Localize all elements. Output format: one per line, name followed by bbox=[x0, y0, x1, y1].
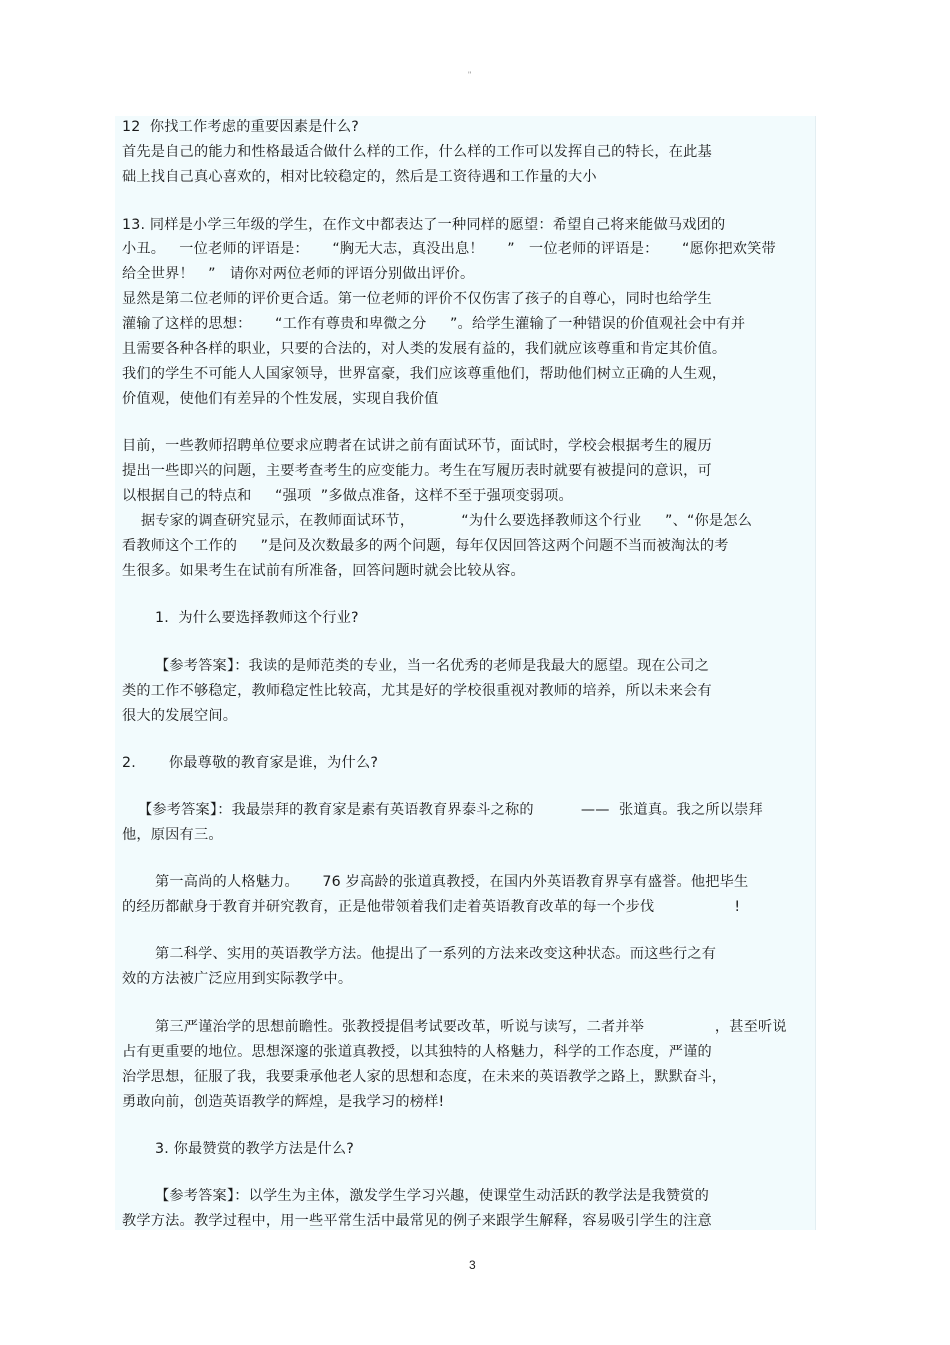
answer-13-line-3: 且需要各种各样的职业，只要的合法的，对人类的发展有益的，我们就应该尊重和肯定其价值。 bbox=[122, 341, 727, 357]
answer-13-line-2: 灌输了这样的思想： “工作有尊贵和卑微之分 ”。给学生灌输了一种错误的价值观社会中有并 bbox=[122, 316, 746, 332]
item-2-answer-line-2: 他，原因有三。 bbox=[122, 827, 223, 843]
reason-1-line-1: 第一高尚的人格魅力。 76 岁高龄的张道真教授，在国内外英语教育界享有盛誉。他把毕生 bbox=[155, 874, 749, 890]
intro-line-1: 目前，一些教师招聘单位要求应聘者在试讲之前有面试环节，面试时，学校会根据考生的履历 bbox=[122, 438, 712, 454]
item-3-answer-line-1: 【参考答案】：以学生为主体，激发学生学习兴趣，使课堂生动活跃的教学法是我赞赏的 bbox=[155, 1188, 710, 1204]
item-3-answer-line-2: 教学方法。教学过程中，用一些平常生活中最常见的例子来跟学生解释，容易吸引学生的注意 bbox=[122, 1213, 712, 1229]
answer-13-line-4: 我们的学生不可能人人国家领导，世界富豪，我们应该尊重他们，帮助他们树立正确的人生观， bbox=[122, 366, 727, 382]
reason-3-line-3: 治学思想，征服了我，我要秉承他老人家的思想和态度，在未来的英语教学之路上，默默奋斗， bbox=[122, 1069, 727, 1085]
item-1-answer-line-2: 类的工作不够稳定，教师稳定性比较高，尤其是好的学校很重视对教师的培养，所以未来会有 bbox=[122, 683, 712, 699]
reason-1-line-2: 的经历都献身于教育并研究教育，正是他带领着我们走着英语教育改革的每一个步伐 ! bbox=[122, 899, 741, 915]
reason-3-line-2: 占有更重要的地位。思想深邃的张道真教授，以其独特的人格魅力，科学的工作态度，严谨的 bbox=[122, 1044, 712, 1060]
reason-3-line-4: 勇敢向前，创造英语教学的辉煌，是我学习的榜样! bbox=[122, 1094, 445, 1110]
item-1-question: 1. 为什么要选择教师这个行业? bbox=[155, 610, 359, 626]
reason-3-line-1: 第三严谨治学的思想前瞻性。张教授提倡考试要改革，听说与读写，二者并举 ，甚至听说 bbox=[155, 1019, 787, 1035]
intro-line-2: 提出一些即兴的问题，主要考查考生的应变能力。考生在写履历表时就要有被提问的意识，可 bbox=[122, 463, 712, 479]
question-13-line-2: 小丑。 一位老师的评语是： “胸无大志，真没出息！ ” 一位老师的评语是： “愿你把欢笑带 bbox=[122, 241, 776, 257]
item-2-question: 2. 你最尊敬的教育家是谁，为什么? bbox=[122, 755, 379, 771]
intro-line-5: 看教师这个工作的 ”是问及次数最多的两个问题，每年仅因回答这两个问题不当而被淘汰的考 bbox=[122, 538, 729, 554]
reason-2-line-1: 第二科学、实用的英语教学方法。他提出了一系列的方法来改变这种状态。而这些行之有 bbox=[155, 946, 717, 962]
answer-12-line-2: 础上找自己真心喜欢的，相对比较稳定的，然后是工资待遇和工作量的大小 bbox=[122, 169, 597, 185]
answer-12-line-1: 首先是自己的能力和性格最适合做什么样的工作，什么样的工作可以发挥自己的特长，在此基 bbox=[122, 144, 712, 160]
item-1-answer-line-1: 【参考答案】：我读的是师范类的专业，当一名优秀的老师是我最大的愿望。现在公司之 bbox=[155, 658, 710, 674]
intro-line-3: 以根据自己的特点和 “强项 ”多做点准备，这样不至于强项变弱项。 bbox=[122, 488, 573, 504]
item-2-answer-line-1: 【参考答案】：我最崇拜的教育家是素有英语教育界泰斗之称的 —— 张道真。我之所以崇拜 bbox=[138, 802, 763, 818]
question-13-line-1: 13. 同样是小学三年级的学生，在作文中都表达了一种同样的愿望：希望自己将来能做马戏团的 bbox=[122, 217, 726, 233]
question-12: 12 你找工作考虑的重要因素是什么? bbox=[122, 119, 360, 135]
item-3-question: 3. 你最赞赏的教学方法是什么? bbox=[155, 1141, 355, 1157]
item-1-answer-line-3: 很大的发展空间。 bbox=[122, 708, 238, 724]
header-mark: " bbox=[468, 70, 472, 80]
page-number: 3 bbox=[469, 1258, 476, 1272]
intro-line-6: 生很多。如果考生在试前有所准备，回答问题时就会比较从容。 bbox=[122, 563, 525, 579]
answer-13-line-1: 显然是第二位老师的评价更合适。第一位老师的评价不仅伤害了孩子的自尊心，同时也给学生 bbox=[122, 291, 712, 307]
reason-2-line-2: 效的方法被广泛应用到实际教学中。 bbox=[122, 971, 353, 987]
answer-13-line-5: 价值观，使他们有差异的个性发展，实现自我价值 bbox=[122, 391, 439, 407]
question-13-line-3: 给全世界！ ” 请你对两位老师的评语分别做出评价。 bbox=[122, 266, 475, 282]
intro-line-4: 据专家的调查研究显示，在教师面试环节， “为什么要选择教师这个行业 ”、“你是怎么 bbox=[122, 513, 753, 529]
